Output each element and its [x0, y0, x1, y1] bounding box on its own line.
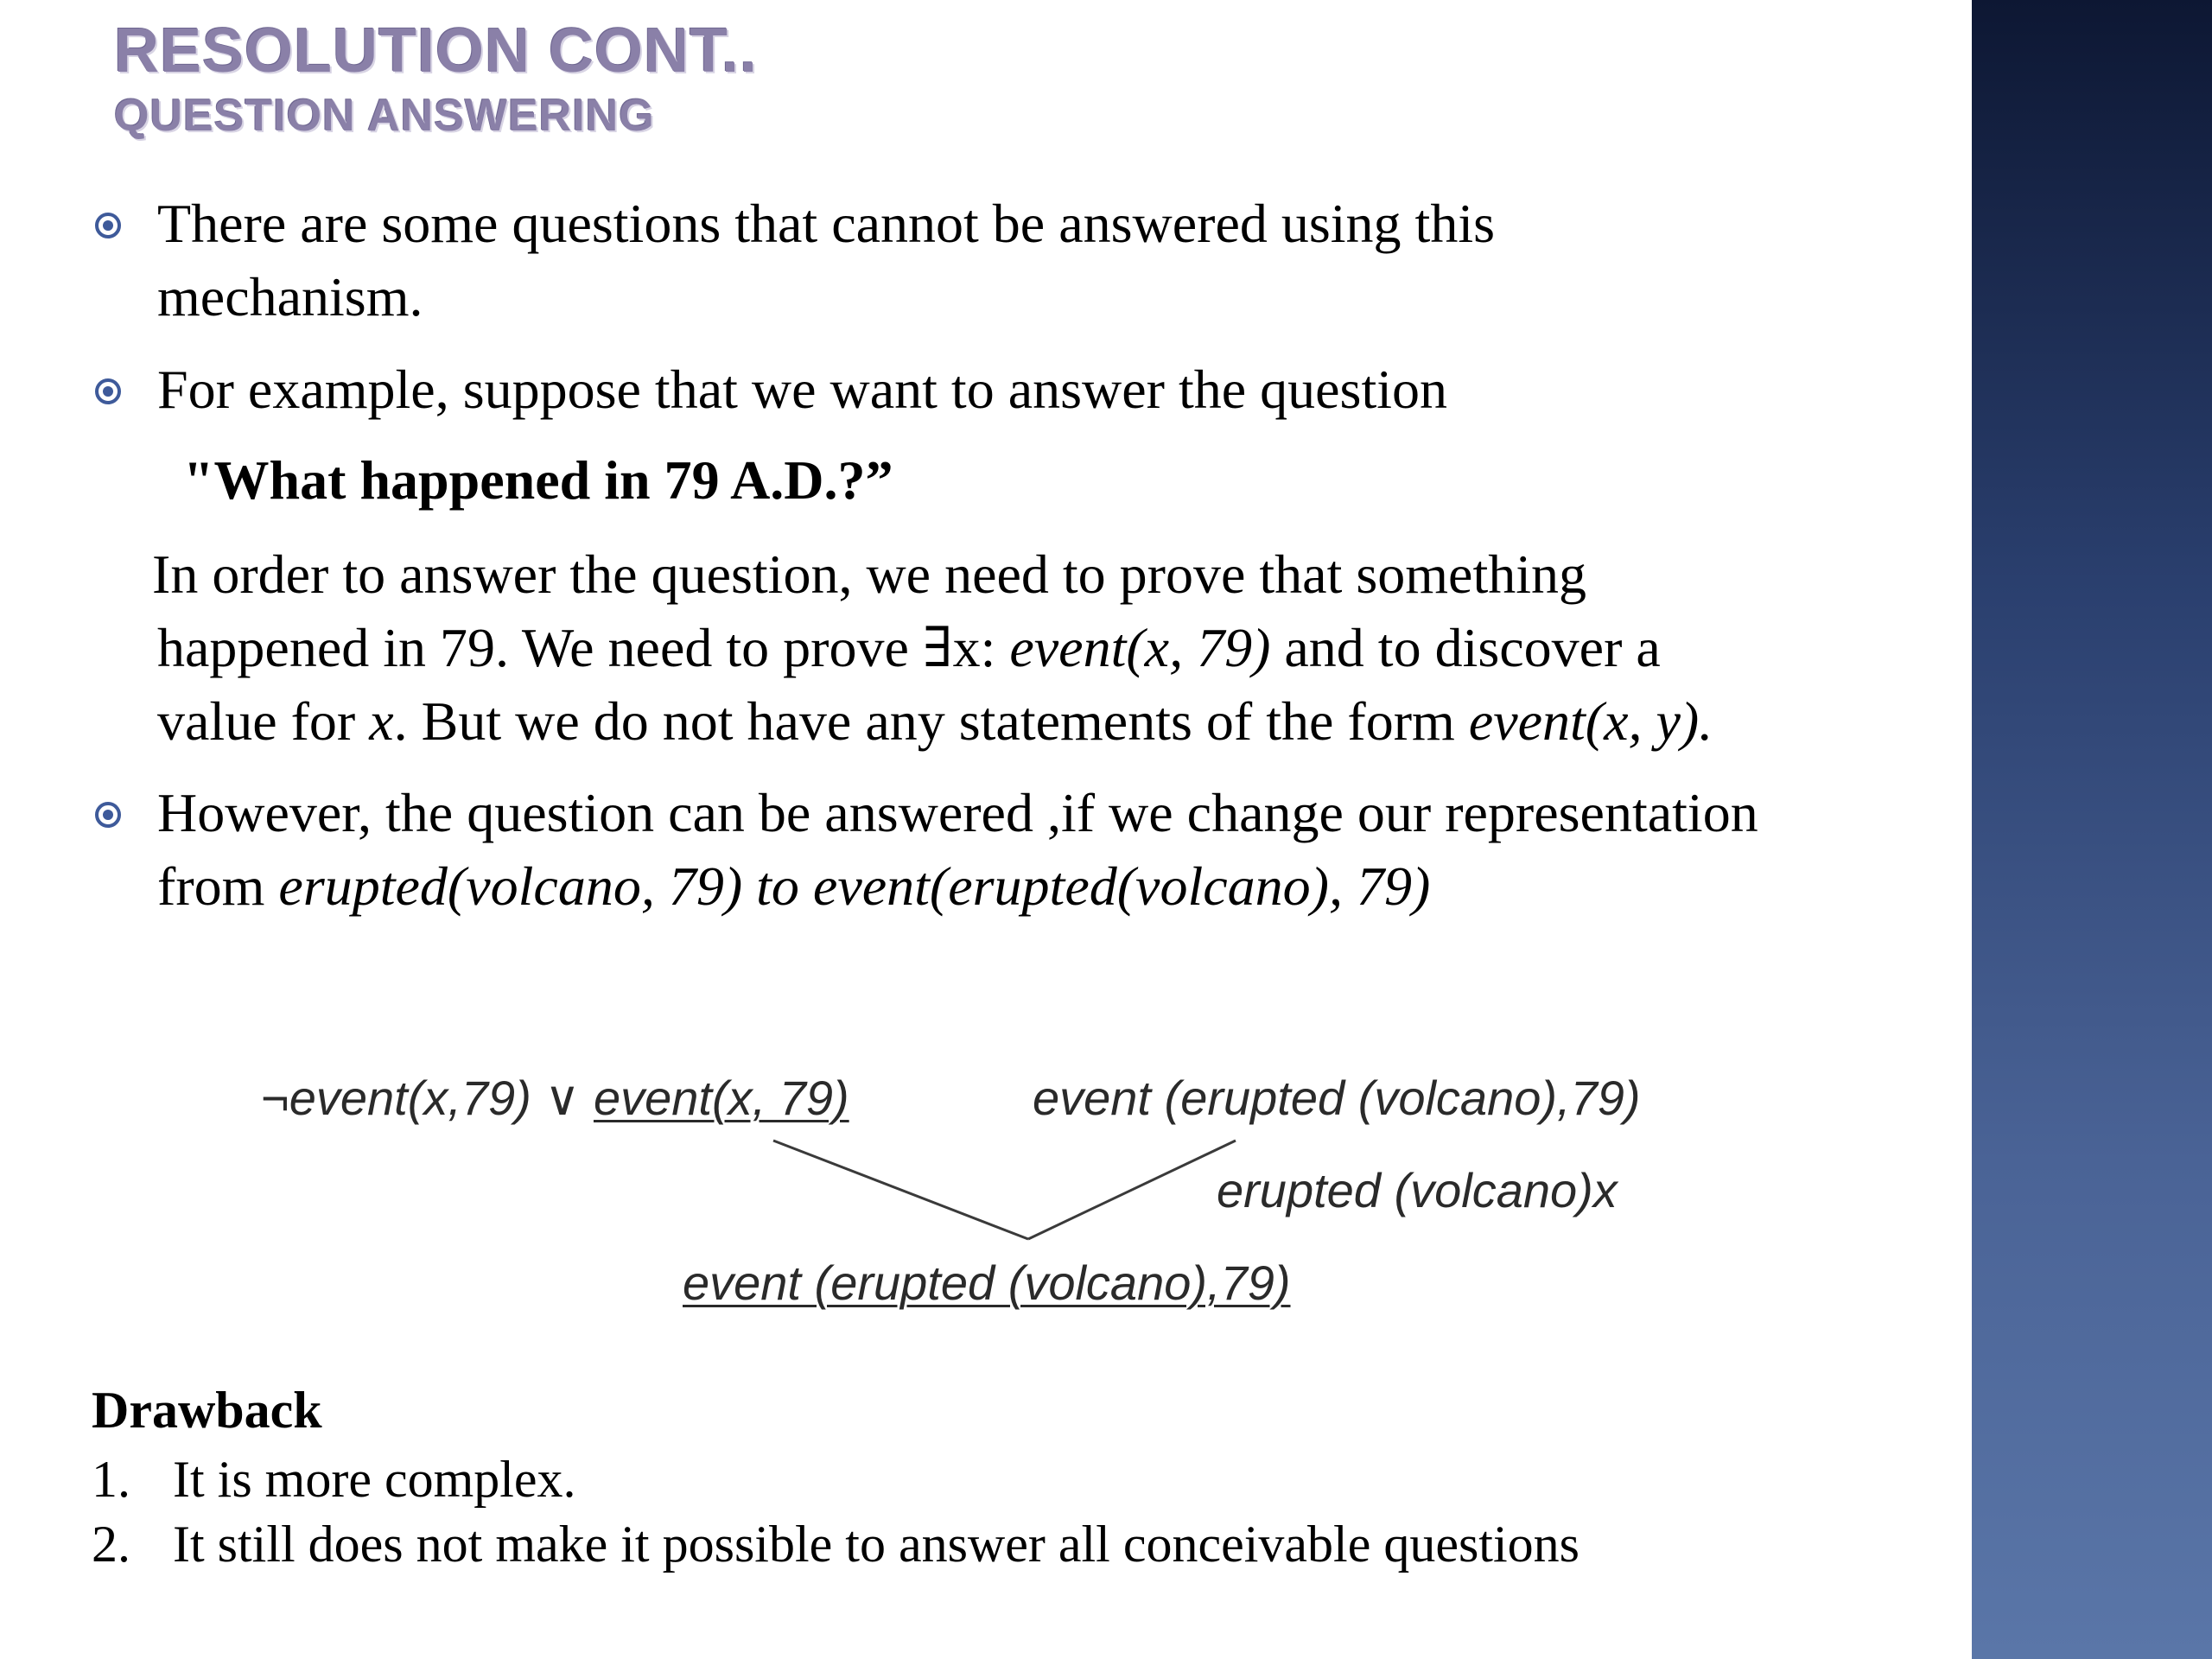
paragraph-line-3-text-a: value for: [157, 690, 370, 752]
slide-subtitle: QUESTION ANSWERING: [114, 91, 655, 141]
paragraph-line-2-text-c: and to discover a: [1270, 617, 1661, 678]
drawback-item-2-num: 2.: [92, 1516, 130, 1573]
drawback-heading: Drawback: [92, 1382, 322, 1439]
bullet-2-line-1: For example, suppose that we want to answer the question: [157, 359, 1447, 420]
diagram-left-clause-b: event(x, 79): [593, 1071, 849, 1125]
paragraph-line-3-text-c: . But we do not have any statements of the form: [393, 690, 1469, 752]
paragraph-line-3-italic-x: x: [369, 690, 394, 752]
drawback-item-1-num: 1.: [92, 1451, 130, 1508]
paragraph-line-1: In order to answer the question, we need to prove that something: [152, 543, 1586, 605]
diagram-right-clause: event (erupted (volcano),79): [1033, 1071, 1641, 1125]
bullet-3-line-2-italic: erupted(volcano, 79) to event(erupted(volcano), 79): [278, 855, 1431, 917]
question-text: "What happened in 79 A.D.?”: [183, 449, 893, 511]
paragraph-line-3-italic-event: event(x, y).: [1468, 690, 1713, 752]
drawback-item-2-text: It still does not make it possible to answer all conceivable questions: [173, 1516, 1580, 1573]
bullet-1-line-2: mechanism.: [157, 266, 423, 327]
diagram-result: event (erupted (volcano),79): [683, 1255, 1291, 1310]
bullet-3-line-2-text: from: [157, 855, 279, 917]
diagram-substitution: erupted (volcano)x: [1217, 1163, 1618, 1217]
drawback-item-1-text: It is more complex.: [173, 1451, 576, 1508]
bullet-3-line-1: However, the question can be answered ,if we change our representation: [157, 782, 1758, 843]
paragraph-line-2-italic: event(x, 79): [1009, 617, 1271, 678]
slide-title: RESOLUTION CONT..: [114, 16, 759, 86]
paragraph-line-2-text-a: happened in 79. We need to prove ∃x:: [157, 617, 1010, 678]
diagram-left-clause: [261, 1071, 849, 1125]
diagram-left-clause-a: ¬event(x,79) ∨: [261, 1071, 594, 1125]
bullet-1-line-1: There are some questions that cannot be answered using this: [157, 193, 1495, 254]
